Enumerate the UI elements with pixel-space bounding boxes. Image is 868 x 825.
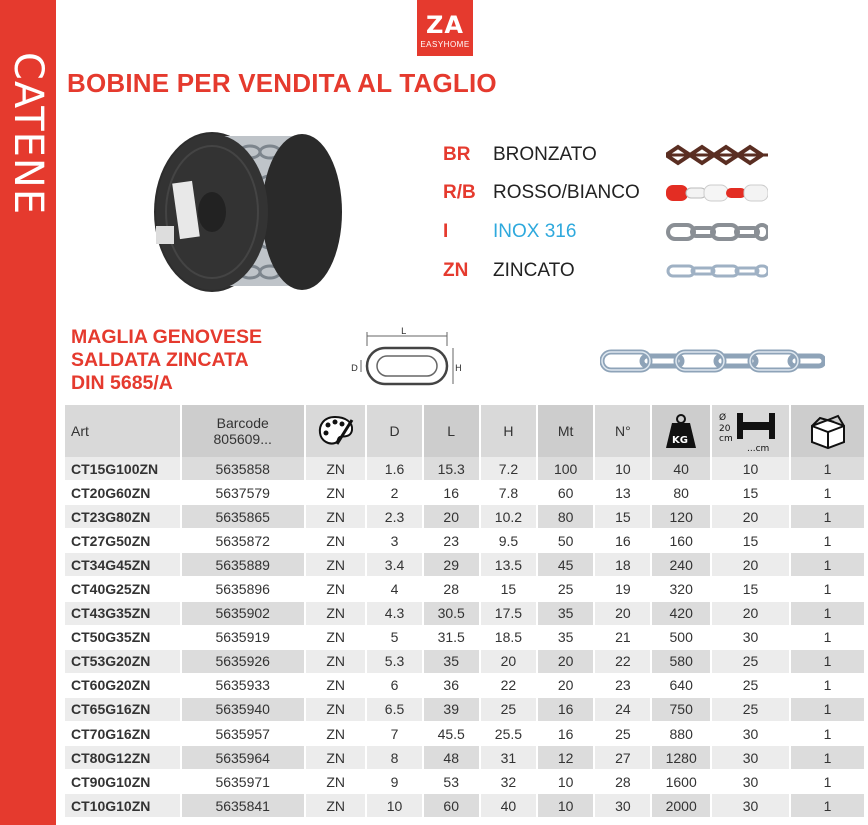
cell-h: 20 [480, 649, 537, 673]
category-label: CATENE [5, 52, 51, 216]
cell-n: 27 [594, 746, 651, 770]
cell-barcode: 5635872 [181, 529, 305, 553]
cell-h: 7.8 [480, 481, 537, 505]
cell-box: 1 [790, 577, 865, 601]
cell-box: 1 [790, 481, 865, 505]
cell-barcode: 5635858 [181, 457, 305, 481]
cell-d: 10 [366, 794, 422, 818]
cell-h: 31 [480, 746, 537, 770]
sidebar-band [0, 0, 56, 825]
cell-box: 1 [790, 794, 865, 818]
legend-code: I [443, 221, 449, 242]
cell-art: CT70G16ZN [65, 722, 181, 746]
cell-d: 7 [366, 722, 422, 746]
cell-art: CT53G20ZN [65, 649, 181, 673]
cell-box: 1 [790, 505, 865, 529]
brand-logo [417, 0, 473, 56]
cell-h: 7.2 [480, 457, 537, 481]
cell-art: CT34G45ZN [65, 553, 181, 577]
cell-finish: ZN [305, 794, 367, 818]
cell-kg: 1280 [651, 746, 710, 770]
logo-mark: ZA [426, 11, 464, 39]
cell-barcode: 5635971 [181, 770, 305, 794]
cell-l: 28 [423, 577, 480, 601]
cell-mt: 12 [537, 746, 594, 770]
cell-finish: ZN [305, 553, 367, 577]
dimension-l-label: L [401, 327, 407, 337]
cell-barcode: 5635940 [181, 697, 305, 721]
table-row [65, 673, 865, 697]
cell-kg: 880 [651, 722, 710, 746]
cell-l: 60 [423, 794, 480, 818]
product-title [71, 326, 262, 395]
table-row [65, 722, 865, 746]
cell-finish: ZN [305, 529, 367, 553]
cell-n: 30 [594, 794, 651, 818]
cell-reel: 30 [711, 722, 790, 746]
table-row [65, 746, 865, 770]
cell-finish: ZN [305, 697, 367, 721]
cell-d: 1.6 [366, 457, 422, 481]
cell-n: 16 [594, 529, 651, 553]
zinc-chain-image [600, 343, 825, 379]
cell-n: 25 [594, 722, 651, 746]
cell-d: 6.5 [366, 697, 422, 721]
cell-kg: 420 [651, 601, 710, 625]
col-header-art: Art [65, 405, 181, 457]
reel-diameter-value: 20 [718, 424, 730, 434]
cell-box: 1 [790, 770, 865, 794]
table-row [65, 794, 865, 818]
cell-barcode: 5635889 [181, 553, 305, 577]
cell-kg: 320 [651, 577, 710, 601]
cell-h: 25 [480, 697, 537, 721]
cell-kg: 80 [651, 481, 710, 505]
zinc-chain-swatch [666, 258, 768, 284]
cell-mt: 80 [537, 505, 594, 529]
col-header-l: L [423, 405, 480, 457]
cell-box: 1 [790, 697, 865, 721]
palette-icon [317, 414, 355, 448]
cell-finish: ZN [305, 770, 367, 794]
legend-item [443, 180, 773, 208]
cell-finish: ZN [305, 601, 367, 625]
cell-l: 48 [423, 746, 480, 770]
cell-d: 3.4 [366, 553, 422, 577]
cell-art: CT60G20ZN [65, 673, 181, 697]
cell-kg: 120 [651, 505, 710, 529]
page-title: BOBINE PER VENDITA AL TAGLIO [67, 68, 497, 98]
kg-label: KG [672, 435, 689, 446]
table-row [65, 770, 865, 794]
cell-art: CT80G12ZN [65, 746, 181, 770]
cell-n: 22 [594, 649, 651, 673]
cell-mt: 35 [537, 625, 594, 649]
cell-h: 40 [480, 794, 537, 818]
cell-reel: 30 [711, 625, 790, 649]
cell-mt: 16 [537, 722, 594, 746]
cell-l: 23 [423, 529, 480, 553]
cell-box: 1 [790, 673, 865, 697]
cell-finish: ZN [305, 649, 367, 673]
table-row [65, 505, 865, 529]
cell-art: CT27G50ZN [65, 529, 181, 553]
legend-label: ZINCATO [493, 260, 575, 281]
cell-l: 30.5 [423, 601, 480, 625]
reel-diameter-unit: cm [718, 434, 733, 444]
cell-l: 45.5 [423, 722, 480, 746]
table-row [65, 577, 865, 601]
dimension-d-label: D [351, 364, 358, 374]
cell-reel: 10 [711, 457, 790, 481]
product-title-line: SALDATA ZINCATA [71, 349, 249, 371]
cell-kg: 580 [651, 649, 710, 673]
cell-box: 1 [790, 457, 865, 481]
cell-h: 15 [480, 577, 537, 601]
legend-code: BR [443, 144, 471, 165]
col-header-n: N° [594, 405, 651, 457]
cell-mt: 25 [537, 577, 594, 601]
cell-finish: ZN [305, 673, 367, 697]
cell-barcode: 5635865 [181, 505, 305, 529]
cell-l: 16 [423, 481, 480, 505]
table-row [65, 649, 865, 673]
reel-size-icon [719, 409, 783, 453]
cell-box: 1 [790, 746, 865, 770]
cell-n: 13 [594, 481, 651, 505]
cell-mt: 10 [537, 770, 594, 794]
cell-finish: ZN [305, 625, 367, 649]
cell-l: 36 [423, 673, 480, 697]
cell-d: 5 [366, 625, 422, 649]
cell-art: CT10G10ZN [65, 794, 181, 818]
col-header-mt: Mt [537, 405, 594, 457]
legend-item [443, 142, 773, 170]
cell-box: 1 [790, 529, 865, 553]
cell-mt: 35 [537, 601, 594, 625]
cell-reel: 25 [711, 697, 790, 721]
legend-code: ZN [443, 260, 469, 281]
cell-h: 17.5 [480, 601, 537, 625]
cell-n: 24 [594, 697, 651, 721]
cell-l: 35 [423, 649, 480, 673]
cell-barcode: 5635964 [181, 746, 305, 770]
table-row [65, 529, 865, 553]
cell-d: 3 [366, 529, 422, 553]
product-title-line: MAGLIA GENOVESE [71, 326, 263, 348]
table-row [65, 457, 865, 481]
cell-d: 6 [366, 673, 422, 697]
cell-d: 2.3 [366, 505, 422, 529]
cell-l: 20 [423, 505, 480, 529]
cell-box: 1 [790, 649, 865, 673]
cell-box: 1 [790, 625, 865, 649]
cell-n: 28 [594, 770, 651, 794]
cell-l: 31.5 [423, 625, 480, 649]
cell-reel: 15 [711, 577, 790, 601]
cell-box: 1 [790, 553, 865, 577]
chain-reel-image [150, 122, 345, 302]
cell-n: 18 [594, 553, 651, 577]
cell-finish: ZN [305, 577, 367, 601]
cell-reel: 25 [711, 673, 790, 697]
legend-code: R/B [443, 182, 476, 203]
col-header-d: D [366, 405, 422, 457]
col-header-barcode [181, 405, 305, 457]
cell-n: 15 [594, 505, 651, 529]
cell-n: 23 [594, 673, 651, 697]
cell-reel: 25 [711, 649, 790, 673]
cell-h: 18.5 [480, 625, 537, 649]
col-header-h: H [480, 405, 537, 457]
col-header-box [790, 405, 865, 457]
dimension-h-label: H [455, 364, 462, 374]
product-table [65, 405, 866, 818]
cell-box: 1 [790, 722, 865, 746]
cell-mt: 20 [537, 673, 594, 697]
cell-art: CT20G60ZN [65, 481, 181, 505]
cell-mt: 10 [537, 794, 594, 818]
cell-mt: 100 [537, 457, 594, 481]
cell-h: 13.5 [480, 553, 537, 577]
barcode-header-line: Barcode [216, 415, 269, 431]
cell-l: 39 [423, 697, 480, 721]
box-icon [808, 412, 848, 450]
cell-finish: ZN [305, 481, 367, 505]
cell-kg: 750 [651, 697, 710, 721]
cell-art: CT15G100ZN [65, 457, 181, 481]
legend-label: INOX 316 [493, 221, 577, 242]
cell-d: 9 [366, 770, 422, 794]
cell-kg: 2000 [651, 794, 710, 818]
cell-art: CT65G16ZN [65, 697, 181, 721]
cell-barcode: 5635926 [181, 649, 305, 673]
cell-mt: 16 [537, 697, 594, 721]
legend-label: BRONZATO [493, 144, 597, 165]
cell-d: 2 [366, 481, 422, 505]
cell-kg: 640 [651, 673, 710, 697]
col-header-kg [651, 405, 710, 457]
cell-l: 53 [423, 770, 480, 794]
cell-reel: 15 [711, 481, 790, 505]
cell-h: 32 [480, 770, 537, 794]
product-title-line: DIN 5685/A [71, 372, 173, 394]
cell-kg: 40 [651, 457, 710, 481]
logo-name: EASYHOME [420, 40, 470, 49]
cell-art: CT40G25ZN [65, 577, 181, 601]
cell-finish: ZN [305, 505, 367, 529]
red-white-chain-swatch [666, 180, 768, 206]
weight-icon [665, 413, 697, 449]
cell-art: CT90G10ZN [65, 770, 181, 794]
cell-reel: 20 [711, 505, 790, 529]
reel-diameter-symbol: Ø [718, 413, 726, 423]
cell-barcode: 5635896 [181, 577, 305, 601]
table-row [65, 697, 865, 721]
cell-n: 19 [594, 577, 651, 601]
cell-kg: 1600 [651, 770, 710, 794]
cell-h: 22 [480, 673, 537, 697]
cell-kg: 500 [651, 625, 710, 649]
legend-label: ROSSO/BIANCO [493, 182, 640, 203]
link-dimension-diagram [345, 326, 465, 396]
table-row [65, 553, 865, 577]
cell-d: 4 [366, 577, 422, 601]
cell-barcode: 5635933 [181, 673, 305, 697]
cell-finish: ZN [305, 722, 367, 746]
barcode-header-line: 805609... [213, 431, 272, 447]
cell-d: 8 [366, 746, 422, 770]
cell-barcode: 5635919 [181, 625, 305, 649]
cell-mt: 50 [537, 529, 594, 553]
cell-d: 4.3 [366, 601, 422, 625]
col-header-reel [711, 405, 790, 457]
cell-barcode: 5635957 [181, 722, 305, 746]
cell-reel: 30 [711, 746, 790, 770]
cell-mt: 60 [537, 481, 594, 505]
cell-reel: 15 [711, 529, 790, 553]
cell-h: 25.5 [480, 722, 537, 746]
legend-item [443, 219, 773, 247]
cell-finish: ZN [305, 746, 367, 770]
cell-reel: 30 [711, 794, 790, 818]
cell-art: CT23G80ZN [65, 505, 181, 529]
cell-mt: 45 [537, 553, 594, 577]
table-row [65, 481, 865, 505]
cell-h: 9.5 [480, 529, 537, 553]
cell-n: 21 [594, 625, 651, 649]
cell-finish: ZN [305, 457, 367, 481]
bronze-chain-swatch [666, 142, 768, 168]
col-header-finish [305, 405, 367, 457]
cell-mt: 20 [537, 649, 594, 673]
cell-box: 1 [790, 601, 865, 625]
cell-barcode: 5635841 [181, 794, 305, 818]
cell-reel: 30 [711, 770, 790, 794]
cell-l: 29 [423, 553, 480, 577]
cell-reel: 20 [711, 601, 790, 625]
cell-kg: 160 [651, 529, 710, 553]
table-row [65, 601, 865, 625]
table-header-row [65, 405, 865, 457]
cell-n: 20 [594, 601, 651, 625]
table-row [65, 625, 865, 649]
cell-h: 10.2 [480, 505, 537, 529]
cell-reel: 20 [711, 553, 790, 577]
cell-barcode: 5635902 [181, 601, 305, 625]
cell-art: CT43G35ZN [65, 601, 181, 625]
inox-chain-swatch [666, 219, 768, 245]
cell-l: 15.3 [423, 457, 480, 481]
cell-barcode: 5637579 [181, 481, 305, 505]
cell-art: CT50G35ZN [65, 625, 181, 649]
cell-n: 10 [594, 457, 651, 481]
reel-width-unit: ...cm [746, 444, 769, 453]
cell-d: 5.3 [366, 649, 422, 673]
legend-item [443, 258, 773, 286]
cell-kg: 240 [651, 553, 710, 577]
